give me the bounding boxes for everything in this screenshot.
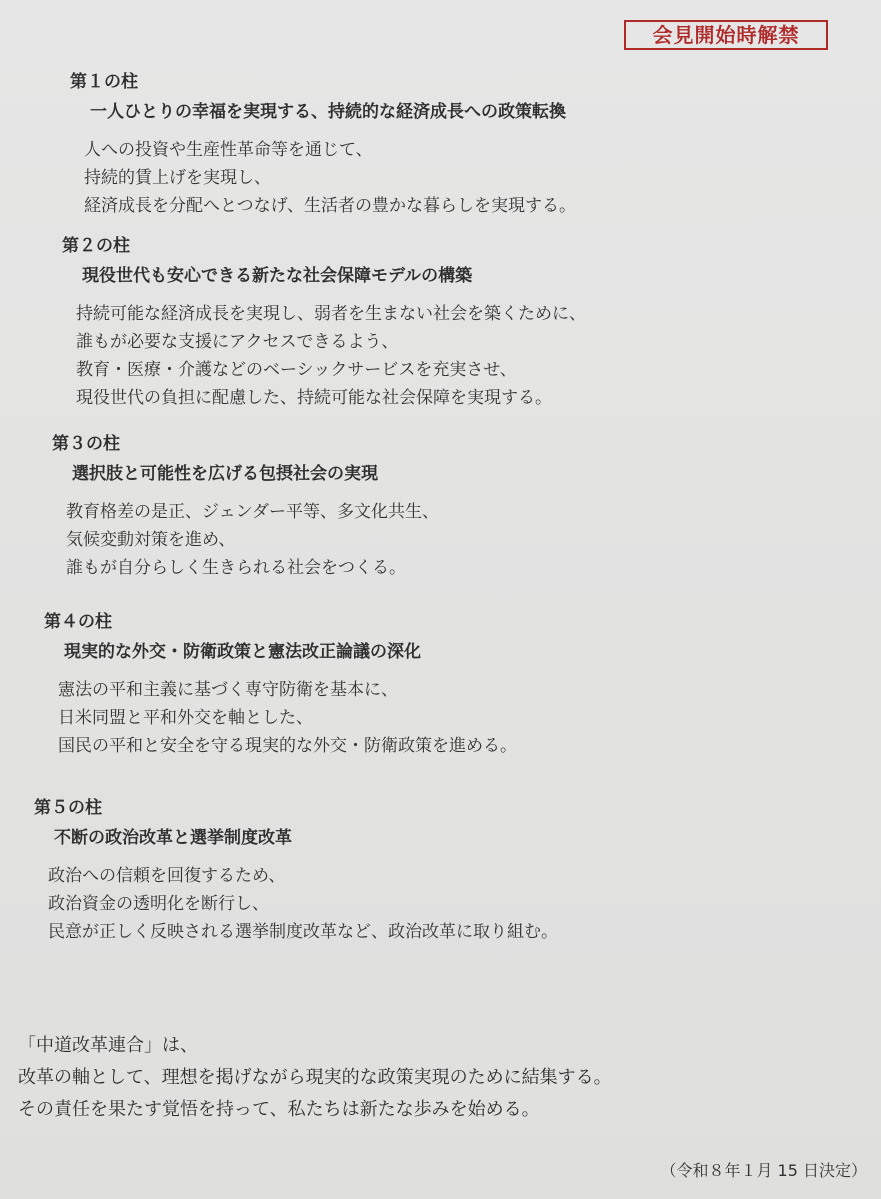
closing-line: 改革の軸として、理想を掲げながら現実的な政策実現のために結集する。 [18,1067,612,1088]
pillar-number: 第２の柱 [62,236,130,256]
pillar-body [34,862,558,946]
body-line: 現役世代の負担に配慮した、持続可能な社会保障を実現する。 [76,388,552,408]
body-line: 政治資金の透明化を断行し、 [48,894,269,914]
pillar-body [70,136,576,220]
body-line: 教育格差の是正、ジェンダー平等、多文化共生、 [66,502,439,522]
closing-line: 「中道改革連合」は、 [18,1035,198,1056]
pillar-body [52,498,439,582]
pillar-1 [70,70,576,220]
pillar-body [44,676,517,760]
pillar-title: 選択肢と可能性を広げる包摂社会の実現 [72,464,378,484]
closing-statement [18,1030,612,1126]
body-line: 憲法の平和主義に基づく専守防衛を基本に、 [58,680,398,700]
embargo-notice: 会見開始時解禁 [624,20,828,50]
pillar-body [62,300,586,412]
pillar-number: 第１の柱 [70,72,138,92]
body-line: 国民の平和と安全を守る現実的な外交・防衛政策を進める。 [58,736,517,756]
body-line: 経済成長を分配へとつなげ、生活者の豊かな暮らしを実現する。 [84,196,576,216]
pillar-number: 第４の柱 [44,612,112,632]
body-line: 気候変動対策を進め、 [66,530,236,550]
pillar-title: 一人ひとりの幸福を実現する、持続的な経済成長への政策転換 [90,102,566,122]
body-line: 教育・医療・介護などのベーシックサービスを充実させ、 [76,360,517,380]
pillar-3 [52,432,439,582]
pillar-number: 第５の柱 [34,798,102,818]
body-line: 持続的賃上げを実現し、 [84,168,271,188]
pillar-title: 不断の政治改革と選挙制度改革 [54,828,292,848]
body-line: 人への投資や生産性革命等を通じて、 [84,140,373,160]
pillar-title: 現実的な外交・防衛政策と憲法改正論議の深化 [64,642,421,662]
body-line: 誰もが必要な支援にアクセスできるよう、 [76,332,399,352]
body-line: 誰もが自分らしく生きられる社会をつくる。 [66,558,406,578]
pillar-5 [34,796,558,946]
decision-date: （令和８年１月 15 日決定） [660,1161,867,1180]
closing-line: その責任を果たす覚悟を持って、私たちは新たな歩みを始める。 [18,1099,540,1120]
pillar-2 [62,234,586,412]
pillar-number: 第３の柱 [52,434,120,454]
body-line: 民意が正しく反映される選挙制度改革など、政治改革に取り組む。 [48,922,558,942]
body-line: 持続可能な経済成長を実現し、弱者を生まない社会を築くために、 [76,304,586,324]
body-line: 日米同盟と平和外交を軸とした、 [58,708,313,728]
pillar-4 [44,610,517,760]
body-line: 政治への信頼を回復するため、 [48,866,286,886]
pillar-title: 現役世代も安心できる新たな社会保障モデルの構築 [82,266,473,286]
